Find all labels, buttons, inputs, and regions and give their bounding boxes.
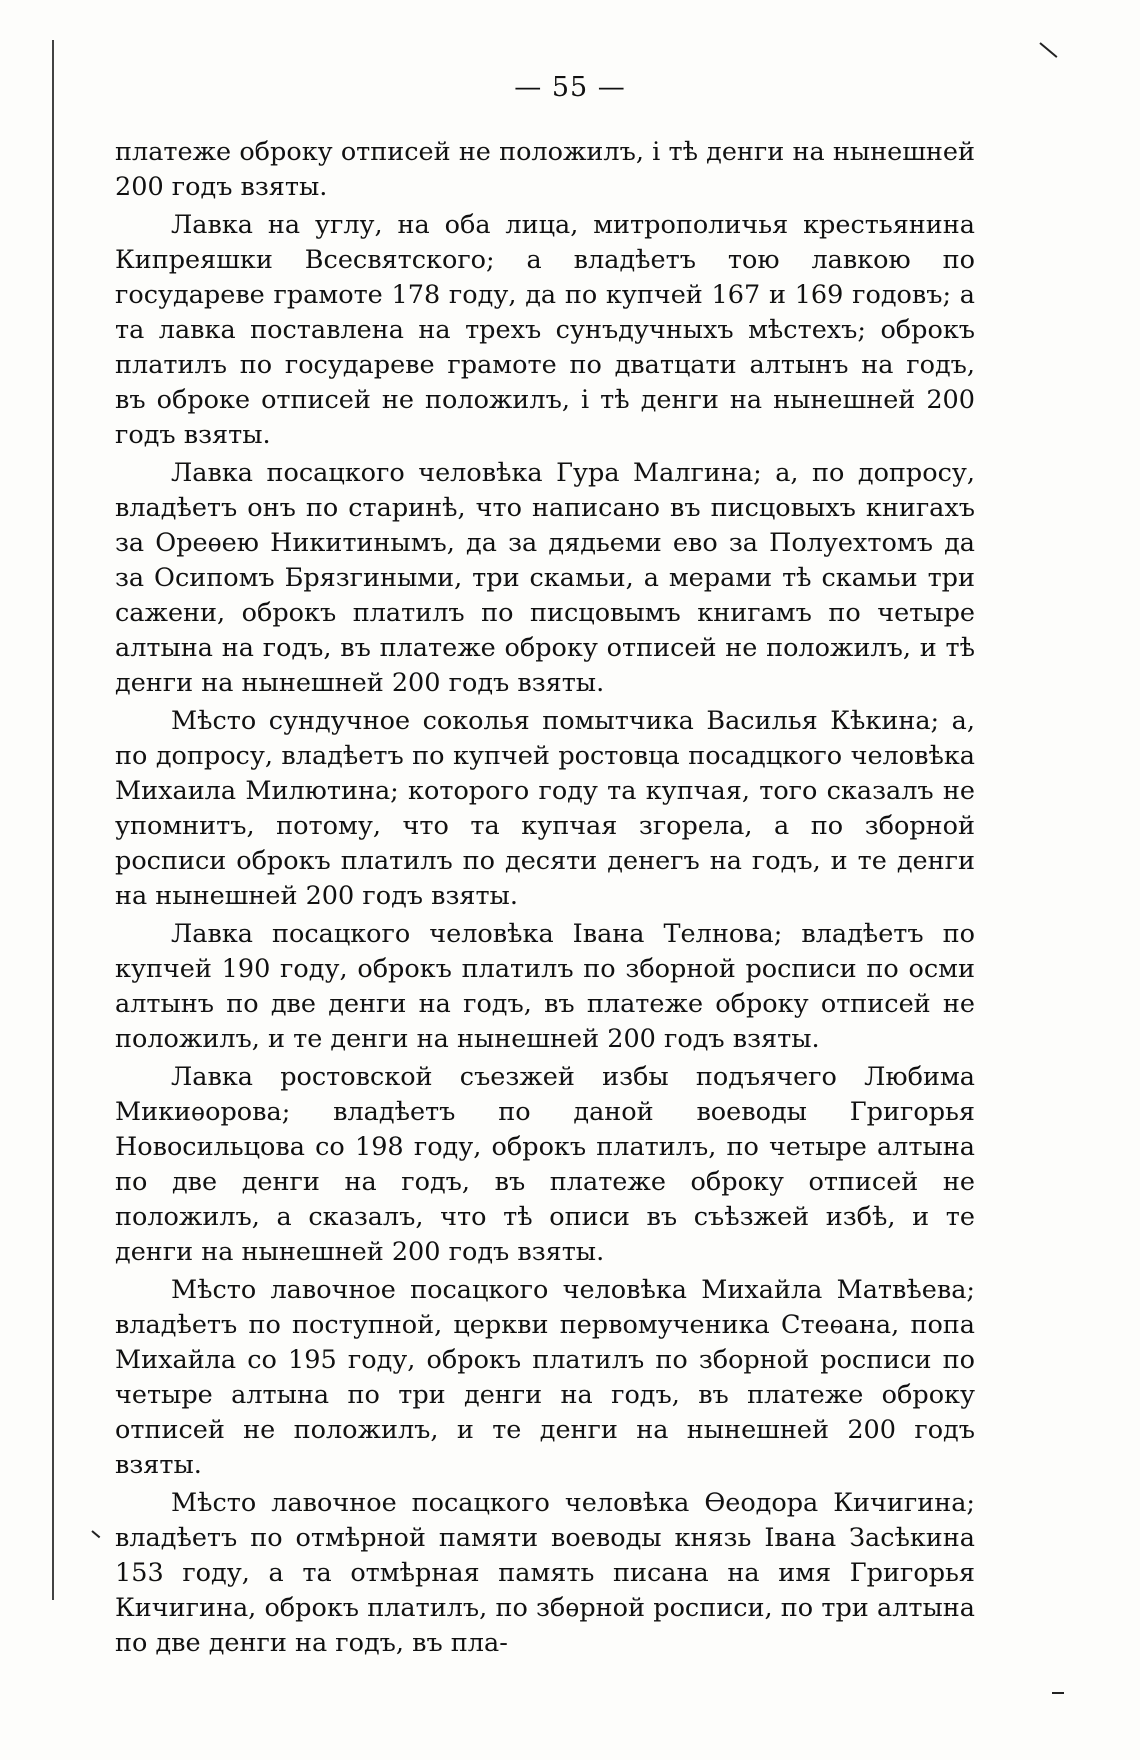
- paragraph: Лавка посацкого человѣка Гура Малгина; а, по допросу, владѣетъ онъ по старинѣ, что написано въ писцовыхъ книгахъ за Ореѳею Никитинымъ, да за дядьеми ево за Полуехтомъ да за Осипомъ Брязгиными, три скамьи, а мерами тѣ скамьи три сажени, оброкъ платилъ по писцовымъ книгамъ по четыре алтына на годъ, въ платеже оброку отписей не положилъ, и тѣ денги на нынешней 200 годъ взяты.: [115, 458, 975, 698]
- scan-mark: [91, 1530, 100, 1538]
- paragraph: Мѣсто сундучное соколья помытчика Василья Кѣкина; а, по допросу, владѣетъ по купчей ростовца посадцкого человѣка Михаила Милютина; которого году та купчая, того сказалъ не упомнитъ, потому, что та купчая згорела, а по зборной росписи оброкъ платилъ по десяти денегъ на годъ, и те денги на нынешней 200 годъ взяты.: [115, 706, 975, 911]
- paragraph: Мѣсто лавочное посацкого человѣка Ѳеодора Кичигина; владѣетъ по отмѣрной памяти воеводы князь Івана Засѣкина 153 году, а та отмѣрная память писана на имя Григорья Кичигина, оброкъ платилъ, по збѳрной росписи, по три алтына по две денги на годъ, въ пла-: [115, 1488, 975, 1658]
- paragraph: Лавка на углу, на оба лица, митрополичья крестьянина Кипреяшки Всесвятского; а владѣетъ тою лавкою по государеве грамоте 178 году, да по купчей 167 и 169 годовъ; а та лавка поставлена на трехъ сунъдучныхъ мѣстехъ; оброкъ платилъ по государеве грамоте по дватцати алтынъ на годъ, въ оброке отписей не положилъ, і тѣ денги на нынешней 200 годъ взяты.: [115, 210, 975, 450]
- paragraph: Лавка ростовской съезжей избы подъячего Любима Микиѳорова; владѣетъ по даной воеводы Григорья Новосильцова со 198 году, оброкъ платилъ, по четыре алтына по две денги на годъ, въ платеже оброку отписей не положилъ, а сказалъ, что тѣ описи въ съѣзжей избѣ, и те денги на нынешней 200 годъ взяты.: [115, 1062, 975, 1267]
- scan-mark: [1052, 1692, 1064, 1694]
- paragraph: платеже оброку отписей не положилъ, і тѣ денги на нынешней 200 годъ взяты.: [115, 137, 975, 202]
- text-body: [115, 135, 975, 1664]
- scan-mark: [1039, 42, 1057, 58]
- paragraph: Лавка посацкого человѣка Івана Телнова; владѣетъ по купчей 190 году, оброкъ платилъ по зборной росписи по осми алтынъ по две денги на годъ, въ платеже оброку отписей не положилъ, и те денги на нынешней 200 годъ взяты.: [115, 919, 975, 1054]
- paragraph: Мѣсто лавочное посацкого человѣка Михайла Матвѣева; владѣетъ по поступной, церкви первомученика Стеѳана, попа Михайла со 195 году, оброкъ платилъ по зборной росписи по четыре алтына по три денги на годъ, въ платеже оброку отписей не положилъ, и те денги на нынешней 200 годъ взяты.: [115, 1275, 975, 1480]
- binding-edge: [52, 40, 54, 1600]
- page-number: — 55 —: [514, 72, 626, 103]
